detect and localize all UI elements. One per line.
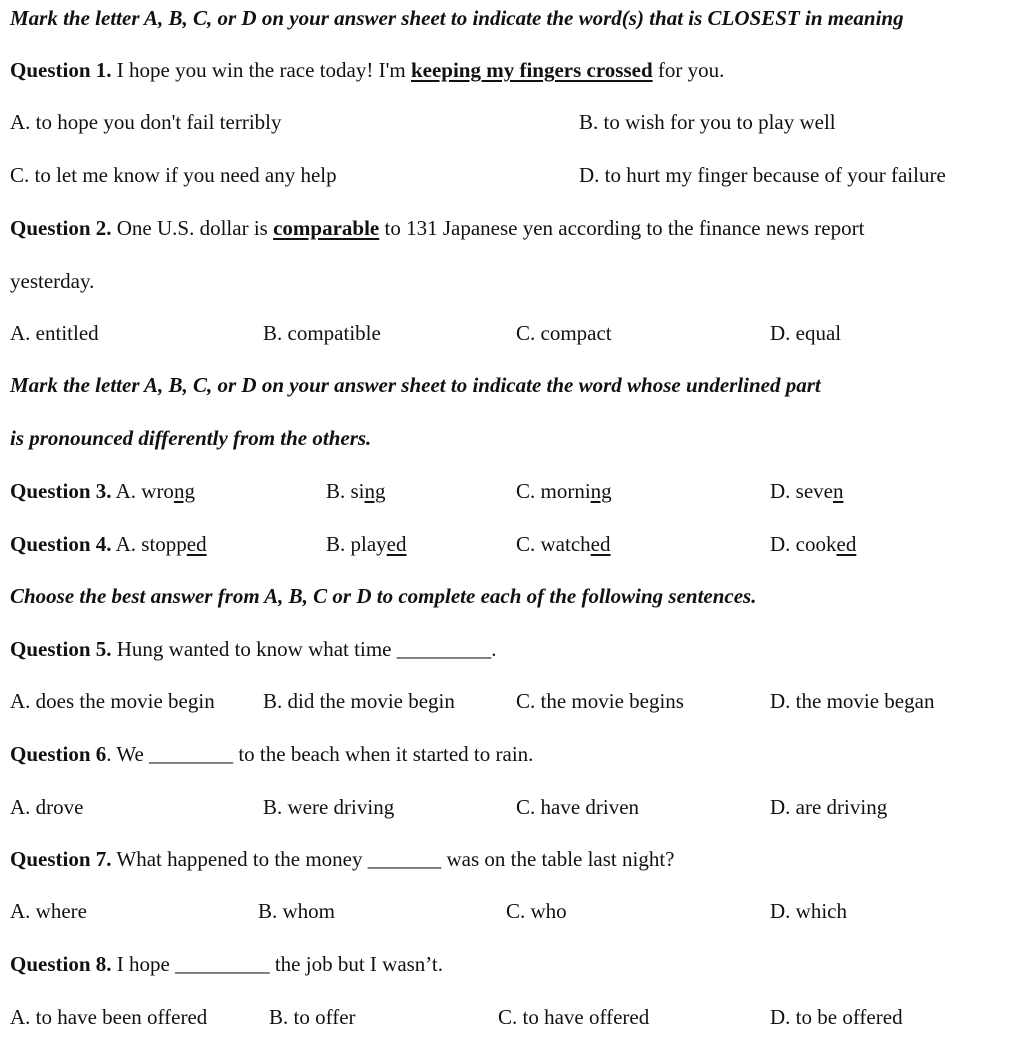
question-label: Question 4. [10,532,112,556]
q5-option-d: D. the movie began [770,689,935,713]
q6-option-a: A. drove [10,795,84,819]
q8-option-b: B. to offer [269,1005,356,1029]
q8-option-a: A. to have been offered [10,1005,208,1029]
underlined-part: ng [173,479,195,503]
question-1 [10,57,724,83]
q8-option-d: D. to be offered [770,1005,903,1029]
question-text: . We ________ to the beach when it started to rain. [106,742,534,766]
q7-option-a: A. where [10,899,87,923]
question-text: I hope _________ the job but I wasn’t. [111,952,444,976]
question-text: Hung wanted to know what time _________. [111,637,497,661]
q7-option-c: C. who [506,899,567,923]
underlined-phrase: keeping my fingers crossed [410,58,653,82]
q7-option-b: B. whom [258,899,336,923]
q3-option-c: C. morning [516,479,612,503]
underlined-part: ng [590,479,612,503]
q5-option-b: B. did the movie begin [263,689,455,713]
q6-option-d: D. are driving [770,795,888,819]
q3-option-b: B. sing [326,479,386,503]
q1-option-b: B. to wish for you to play well [579,110,836,134]
question-3 [10,478,195,504]
question-4 [10,531,207,557]
question-2 [10,215,864,241]
q2-option-b: B. compatible [263,321,381,345]
q5-option-a: A. does the movie begin [10,689,215,713]
question-7 [10,846,675,872]
q6-option-c: C. have driven [516,795,640,819]
q6-option-b: B. were driving [263,795,395,819]
section-instruction-closest-meaning: Mark the letter A, B, C, or D on your answer sheet to indicate the word(s) that is CLOSEST in meaning [10,6,904,30]
question-text: What happened to the money _______ was on the table last night? [111,847,675,871]
q4-option-c: C. watched [516,532,611,556]
question-label: Question 6 [10,742,107,766]
q4-option-b: B. played [326,532,407,556]
q5-option-c: C. the movie begins [516,689,684,713]
underlined-part: ed [590,532,611,556]
underlined-word: comparable [273,216,380,240]
q4-option-a: A. stopped [115,532,207,556]
underlined-part: ng [364,479,386,503]
underlined-part: n [832,479,844,503]
question-text: for you. [652,58,725,82]
question-label: Question 7. [10,847,112,871]
question-label: Question 1. [10,58,112,82]
question-2-continuation: yesterday. [10,269,95,293]
q3-option-a: A. wrong [115,479,195,503]
question-8 [10,951,443,977]
question-6 [10,741,533,767]
underlined-part: ed [386,532,407,556]
q1-option-a: A. to hope you don't fail terribly [10,110,282,134]
question-5 [10,636,496,662]
question-text: I hope you win the race today! I'm [111,58,411,82]
q8-option-c: C. to have offered [498,1005,650,1029]
question-label: Question 3. [10,479,112,503]
question-text: to 131 Japanese yen according to the finance news report [379,216,865,240]
q1-option-c: C. to let me know if you need any help [10,163,337,187]
q2-option-d: D. equal [770,321,842,345]
question-label: Question 8. [10,952,112,976]
q2-option-c: C. compact [516,321,612,345]
q3-option-d: D. seven [770,479,844,503]
section-instruction-pronunciation: Mark the letter A, B, C, or D on your answer sheet to indicate the word whose underlined part [10,373,821,397]
question-label: Question 2. [10,216,112,240]
underlined-part: ed [836,532,857,556]
section-instruction-complete-sentences: Choose the best answer from A, B, C or D to complete each of the following sentences. [10,584,757,608]
question-label: Question 5. [10,637,112,661]
q7-option-d: D. which [770,899,847,923]
q4-option-d: D. cooked [770,532,857,556]
section-instruction-pronunciation-line2: is pronounced differently from the others. [10,426,372,450]
underlined-part: ed [186,532,207,556]
q2-option-a: A. entitled [10,321,99,345]
q1-option-d: D. to hurt my finger because of your failure [579,163,946,187]
question-text: One U.S. dollar is [111,216,274,240]
